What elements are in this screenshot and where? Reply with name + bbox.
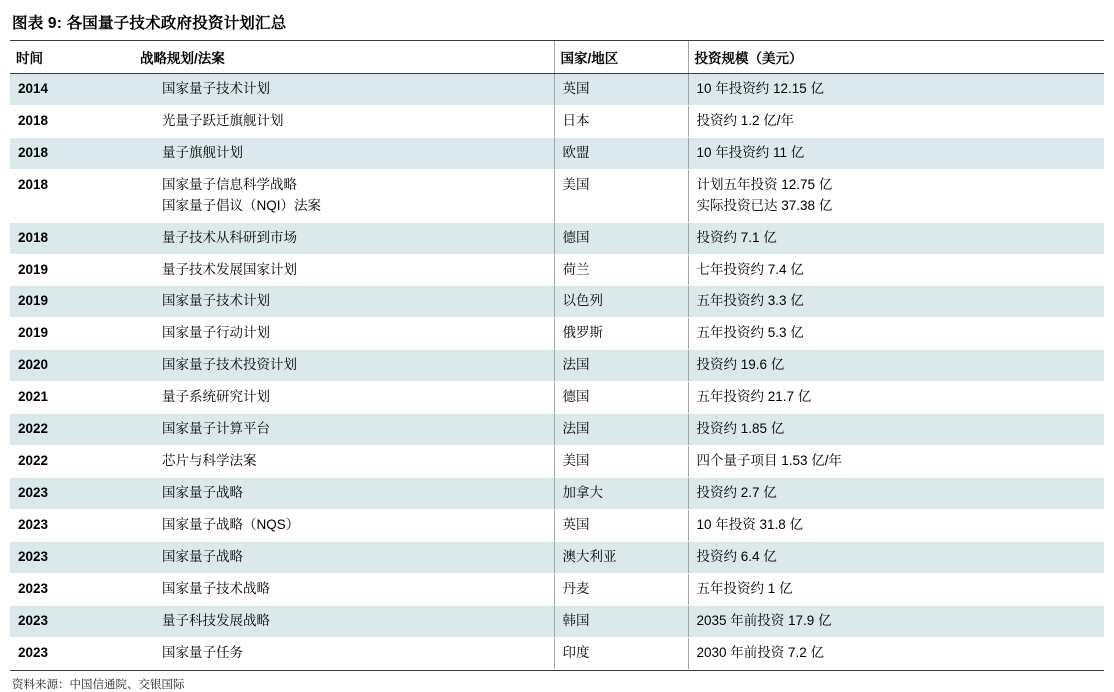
cell-line: 量子科技发展战略 xyxy=(162,612,270,628)
cell-country: 以色列 xyxy=(554,286,688,318)
cell-plan xyxy=(134,541,554,573)
cell-line: 七年投资约 7.4 亿 xyxy=(696,261,804,277)
table-row xyxy=(10,446,1104,478)
cell-line: 四个量子项目 1.53 亿/年 xyxy=(696,453,843,469)
table-row xyxy=(10,350,1104,382)
table-row xyxy=(10,137,1104,169)
cell-scale xyxy=(688,477,1104,509)
cell-plan xyxy=(134,105,554,137)
table-row xyxy=(10,105,1104,137)
table-header-row xyxy=(10,41,1104,74)
cell-line: 量子技术从科研到市场 xyxy=(162,229,297,245)
cell-country: 俄罗斯 xyxy=(554,318,688,350)
cell-line: 国家量子战略 xyxy=(162,548,243,564)
cell-country: 法国 xyxy=(554,414,688,446)
page-title: 图表 9: 各国量子技术政府投资计划汇总 xyxy=(12,15,287,32)
cell-line: 国家量子技术投资计划 xyxy=(162,357,297,373)
cell-time: 2023 xyxy=(10,605,134,637)
table-row xyxy=(10,382,1104,414)
table-row xyxy=(10,605,1104,637)
cell-scale xyxy=(688,222,1104,254)
cell-line: 芯片与科学法案 xyxy=(162,453,257,469)
cell-line: 国家量子战略（NQS） xyxy=(162,516,300,532)
cell-time: 2022 xyxy=(10,414,134,446)
cell-time: 2023 xyxy=(10,509,134,541)
source-note: 资料来源：中国信通院、交银国际 xyxy=(12,678,185,691)
cell-country: 荷兰 xyxy=(554,254,688,286)
cell-line: 投资约 6.4 亿 xyxy=(696,548,777,564)
table-row xyxy=(10,286,1104,318)
cell-scale xyxy=(688,541,1104,573)
cell-line: 国家量子技术战略 xyxy=(162,580,270,596)
cell-line: 量子技术发展国家计划 xyxy=(162,261,297,277)
cell-line: 国家量子信息科学战略 xyxy=(162,176,297,192)
cell-line: 量子旗舰计划 xyxy=(162,144,243,160)
cell-line: 五年投资约 3.3 亿 xyxy=(696,293,804,309)
cell-line: 10 年投资约 11 亿 xyxy=(696,144,805,160)
cell-scale xyxy=(688,350,1104,382)
cell-line: 国家量子任务 xyxy=(162,644,243,660)
cell-line: 五年投资约 5.3 亿 xyxy=(696,325,804,341)
cell-line: 国家量子技术计划 xyxy=(162,81,270,96)
table-row xyxy=(10,318,1104,350)
cell-line: 投资约 1.85 亿 xyxy=(696,421,785,437)
cell-country: 德国 xyxy=(554,222,688,254)
cell-plan xyxy=(134,509,554,541)
cell-plan xyxy=(134,414,554,446)
cell-plan xyxy=(134,477,554,509)
cell-scale xyxy=(688,446,1104,478)
cell-scale xyxy=(688,286,1104,318)
column-header-country: 国家/地区 xyxy=(554,41,688,74)
cell-line: 国家量子行动计划 xyxy=(162,325,270,341)
cell-time: 2018 xyxy=(10,137,134,169)
cell-scale xyxy=(688,382,1104,414)
cell-scale xyxy=(688,169,1104,222)
cell-time: 2023 xyxy=(10,477,134,509)
cell-country: 澳大利亚 xyxy=(554,541,688,573)
cell-scale xyxy=(688,74,1104,106)
cell-time: 2023 xyxy=(10,573,134,605)
investment-plan-table xyxy=(10,40,1104,670)
cell-plan xyxy=(134,137,554,169)
cell-time: 2018 xyxy=(10,222,134,254)
cell-line: 实际投资已达 37.38 亿 xyxy=(696,197,833,213)
cell-country: 德国 xyxy=(554,382,688,414)
cell-time: 2021 xyxy=(10,382,134,414)
cell-time: 2019 xyxy=(10,254,134,286)
cell-country: 日本 xyxy=(554,105,688,137)
cell-line: 计划五年投资 12.75 亿 xyxy=(696,176,833,192)
cell-scale xyxy=(688,318,1104,350)
cell-line: 2035 年前投资 17.9 亿 xyxy=(696,612,832,628)
table-body xyxy=(10,74,1104,670)
cell-time: 2023 xyxy=(10,637,134,669)
cell-scale xyxy=(688,637,1104,669)
table-row xyxy=(10,637,1104,669)
cell-plan xyxy=(134,74,554,106)
column-header-plan: 战略规划/法案 xyxy=(134,41,554,74)
cell-line: 2030 年前投资 7.2 亿 xyxy=(696,644,825,660)
cell-country: 美国 xyxy=(554,446,688,478)
table-row xyxy=(10,254,1104,286)
cell-time: 2019 xyxy=(10,286,134,318)
cell-line: 光量子跃迁旗舰计划 xyxy=(162,112,284,128)
cell-plan xyxy=(134,169,554,222)
cell-line: 五年投资约 21.7 亿 xyxy=(696,389,812,405)
cell-line: 国家量子计算平台 xyxy=(162,421,270,437)
cell-plan xyxy=(134,446,554,478)
table-row xyxy=(10,74,1104,106)
cell-plan xyxy=(134,573,554,605)
cell-country: 美国 xyxy=(554,169,688,222)
cell-scale xyxy=(688,509,1104,541)
column-header-time: 时间 xyxy=(10,41,134,74)
cell-country: 法国 xyxy=(554,350,688,382)
cell-plan xyxy=(134,605,554,637)
cell-time: 2014 xyxy=(10,74,134,106)
table-row xyxy=(10,222,1104,254)
cell-line: 国家量子战略 xyxy=(162,484,243,500)
cell-line: 五年投资约 1 亿 xyxy=(696,580,793,596)
table-row xyxy=(10,573,1104,605)
cell-scale xyxy=(688,254,1104,286)
cell-country: 英国 xyxy=(554,74,688,106)
cell-scale xyxy=(688,605,1104,637)
cell-time: 2019 xyxy=(10,318,134,350)
cell-time: 2022 xyxy=(10,446,134,478)
table-row xyxy=(10,509,1104,541)
cell-plan xyxy=(134,637,554,669)
cell-line: 投资约 1.2 亿/年 xyxy=(696,112,795,128)
cell-line: 国家量子倡议（NQI）法案 xyxy=(162,197,322,213)
cell-line: 量子系统研究计划 xyxy=(162,389,270,405)
cell-plan xyxy=(134,254,554,286)
cell-line: 投资约 19.6 亿 xyxy=(696,357,785,373)
table-row xyxy=(10,169,1104,222)
cell-scale xyxy=(688,105,1104,137)
cell-scale xyxy=(688,137,1104,169)
cell-country: 丹麦 xyxy=(554,573,688,605)
cell-country: 加拿大 xyxy=(554,477,688,509)
table-row xyxy=(10,541,1104,573)
column-header-scale: 投资规模（美元） xyxy=(688,41,1104,74)
cell-line: 10 年投资 31.8 亿 xyxy=(696,516,804,532)
cell-time: 2020 xyxy=(10,350,134,382)
cell-plan xyxy=(134,222,554,254)
cell-plan xyxy=(134,350,554,382)
cell-line: 投资约 7.1 亿 xyxy=(696,229,777,245)
cell-plan xyxy=(134,318,554,350)
cell-scale xyxy=(688,573,1104,605)
table-header xyxy=(10,41,1104,74)
table-row xyxy=(10,477,1104,509)
cell-line: 投资约 2.7 亿 xyxy=(696,484,777,500)
cell-line: 10 年投资约 12.15 亿 xyxy=(696,81,825,96)
table-row xyxy=(10,414,1104,446)
cell-time: 2023 xyxy=(10,541,134,573)
cell-country: 韩国 xyxy=(554,605,688,637)
cell-plan xyxy=(134,382,554,414)
cell-country: 印度 xyxy=(554,637,688,669)
cell-scale xyxy=(688,414,1104,446)
cell-country: 英国 xyxy=(554,509,688,541)
cell-plan xyxy=(134,286,554,318)
cell-time: 2018 xyxy=(10,105,134,137)
cell-time: 2018 xyxy=(10,169,134,222)
cell-line: 国家量子技术计划 xyxy=(162,293,270,309)
cell-country: 欧盟 xyxy=(554,137,688,169)
